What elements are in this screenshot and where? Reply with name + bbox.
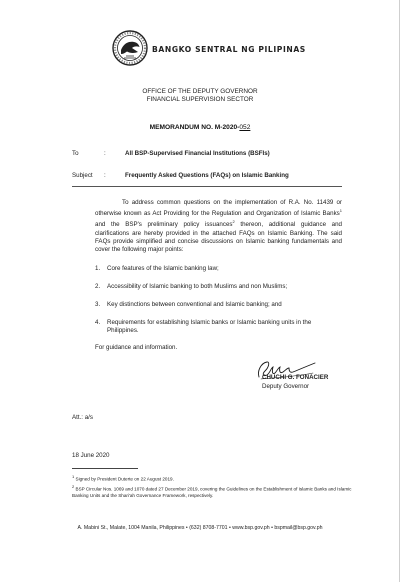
list-text: Accessibility of Islamic banking to both Muslims and non Muslims;	[107, 283, 288, 290]
subject-colon: :	[104, 172, 106, 179]
bsp-seal-logo	[112, 30, 148, 66]
memo-number	[0, 124, 400, 131]
footnote-2-mark: 2	[72, 484, 75, 489]
list-text: Key distinctions between conventional and Islamic banking; and	[107, 301, 282, 308]
to-label: To	[72, 150, 79, 157]
footnote-divider	[72, 468, 138, 469]
footnote-1-mark: 1	[72, 474, 75, 479]
signer-name: CHUCHI G. FONACIER	[262, 374, 329, 381]
list-number: 3.	[95, 301, 101, 308]
list-number: 2.	[95, 283, 101, 290]
subject-value: Frequently Asked Questions (FAQs) on Islamic Banking	[125, 172, 289, 179]
intro-text-a: To address common questions on the implementation of R.A. No. 11439 or otherwise known as Act Providing for the Regulation and Organization of Islamic Banks	[95, 199, 342, 218]
footnote-ref-2: 2	[232, 219, 235, 225]
intro-text-b: and the BSP's preliminary policy issuances	[95, 221, 233, 229]
page-footer: A. Mabini St., Malate, 1004 Manila, Philippines • (632) 8708-7701 • www.bsp.gov.ph • bspmail@bsp.gov.ph	[77, 525, 323, 531]
office-line-1: OFFICE OF THE DEPUTY GOVERNOR	[142, 88, 258, 95]
divider	[72, 186, 342, 187]
intro-paragraph	[95, 199, 342, 254]
footnote-1	[72, 474, 352, 483]
bank-name: BANGKO SENTRAL NG PILIPINAS	[152, 45, 306, 54]
footnote-2-text: BSP Circular Nos. 1069 and 1070 dated 27 December 2019, covering the Guidelines on the Establishment of Islamic Banks and Islamic Banking Units and the Shari'ah Governance Framework, respectively.	[72, 486, 352, 498]
list-text: Requirements for establishing Islamic banks or Islamic banking units in the Philippines.	[107, 319, 312, 335]
closing-line: For guidance and information.	[95, 344, 178, 351]
memo-prefix: MEMORANDUM NO. M-2020-	[149, 124, 240, 131]
footnote-1-text: Signed by President Duterte on 22 August 2019.	[75, 476, 174, 482]
memo-number-value: 052	[239, 124, 251, 131]
list-number: 1.	[95, 265, 101, 272]
list-text: Core features of the Islamic banking law;	[107, 265, 219, 272]
attachment-note: Att.: a/s	[72, 414, 93, 421]
to-value: All BSP-Supervised Financial Institutions (BSFIs)	[125, 150, 270, 157]
subject-label: Subject	[72, 172, 93, 179]
footnote-ref-1: 1	[339, 208, 342, 214]
signer-title: Deputy Governor	[262, 383, 310, 390]
office-line-2: FINANCIAL SUPERVISION SECTOR	[146, 96, 254, 104]
memo-date: 18 June 2020	[72, 452, 110, 459]
letterhead	[112, 30, 400, 66]
office-heading	[0, 88, 400, 105]
footnote-2	[72, 484, 352, 499]
intro-text-c: thereon, additional guidance and clarifications are hereby provided in the attached FAQs on Islamic Banking. The said FAQs provide simplified and concise discussions on Islamic banking fundamentals and cover the following major points:	[95, 221, 342, 254]
list-number: 4.	[95, 319, 101, 326]
to-colon: :	[104, 150, 106, 157]
